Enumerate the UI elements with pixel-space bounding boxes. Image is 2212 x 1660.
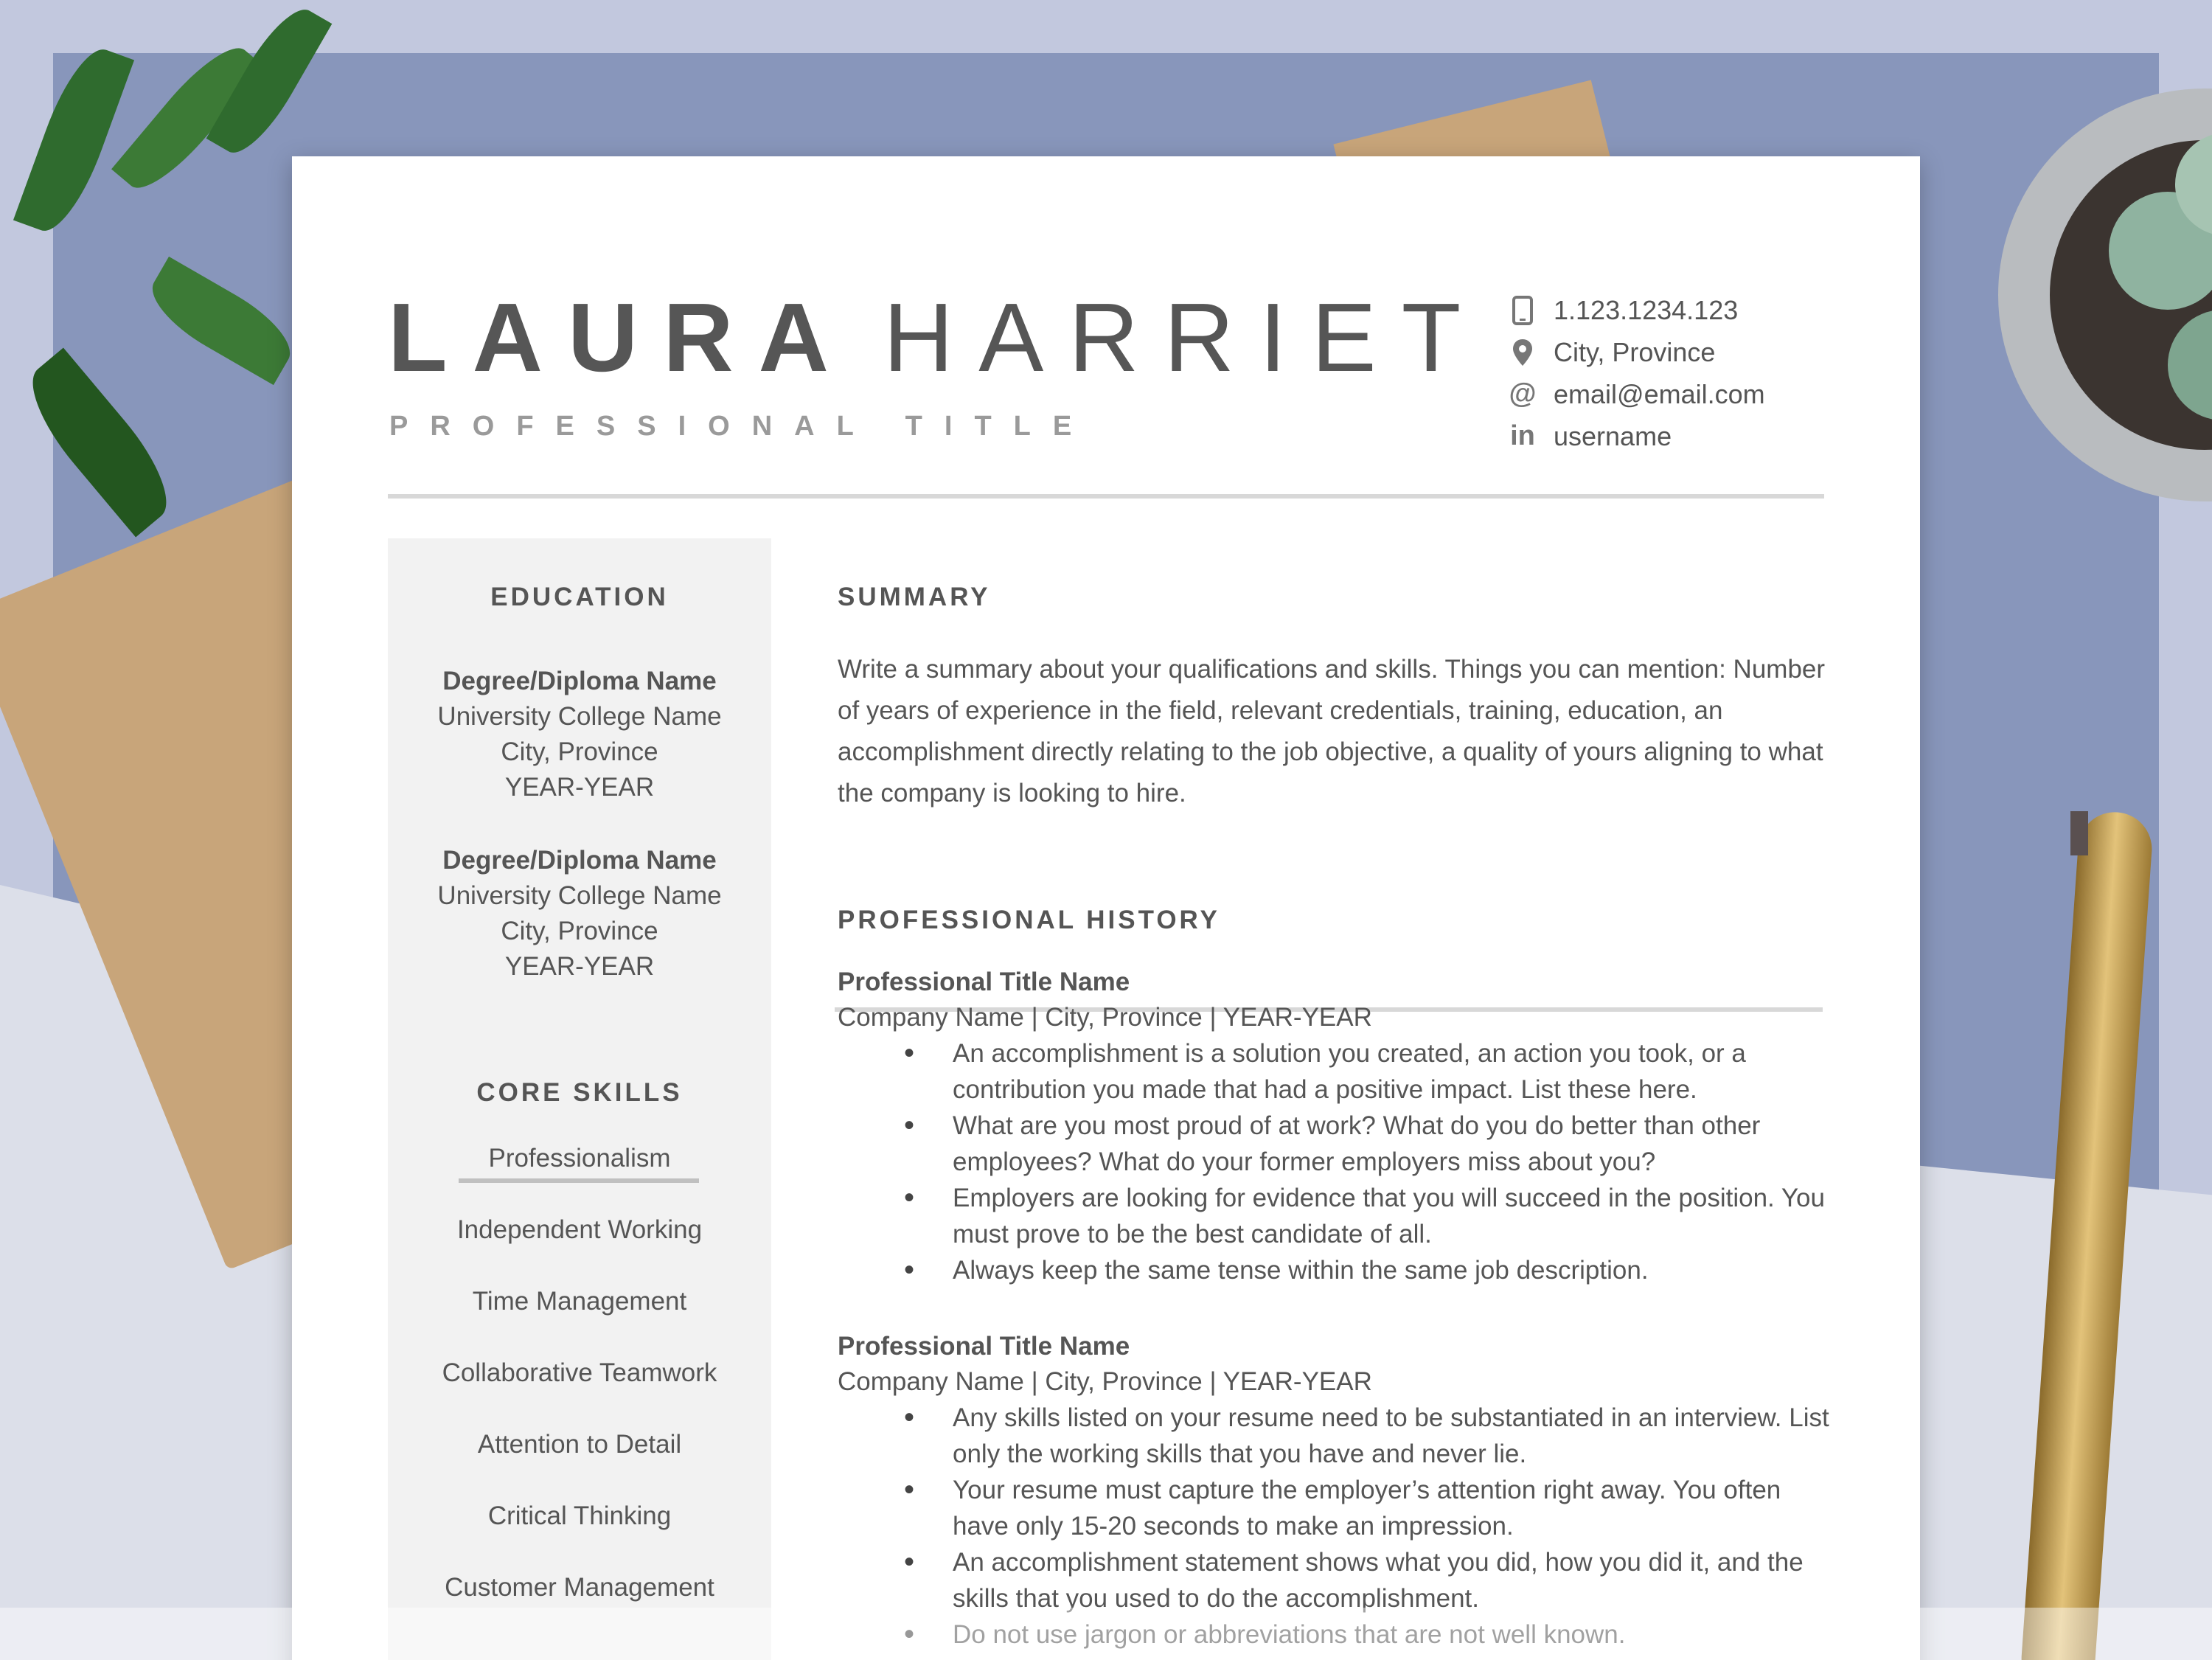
at-sign-icon: @ — [1509, 378, 1537, 409]
skill-item: Independent Working — [456, 1215, 703, 1244]
contact-phone-text: 1.123.1234.123 — [1554, 294, 1739, 325]
contact-list — [1505, 289, 1765, 457]
job-bullets — [838, 1035, 1840, 1288]
last-name: HARRIET — [883, 283, 1486, 392]
job-bullet: • Employers are looking for evidence that you will succeed in the position. You must prove to be the best candidate of all. — [838, 1180, 1840, 1252]
location-pin-icon — [1505, 335, 1540, 370]
first-name: LAURA — [388, 283, 854, 392]
education-entry — [388, 843, 771, 984]
school-location: City, Province — [501, 917, 658, 945]
job-bullet: • What are you most proud of at work? What do you do better than other employees? What do your former employers miss about you? — [838, 1108, 1840, 1180]
history-heading: PROFESSIONAL HISTORY — [838, 906, 1220, 934]
skill-item: Professionalism — [488, 1144, 671, 1173]
summary-text: Write a summary about your qualifications and skills. Things you can mention: Number of years of experience in the field, relevant credentials, training, education, an accomplishment directly relating to the job objective, a quality of yours aligning to what the company is looking to hire. — [838, 655, 1826, 808]
phone-icon — [1505, 293, 1540, 328]
job-bullet: • Always keep the same tense within the same job description. — [838, 1252, 1840, 1288]
degree-name: Degree/Diploma Name — [442, 846, 717, 875]
bottom-fade-overlay — [0, 1608, 2212, 1660]
job-entry — [838, 1329, 1840, 1653]
job-entry — [838, 965, 1840, 1288]
job-bullet: • An accomplishment is a solution you created, an action you took, or a contribution you made that had a positive impact. List these here. — [838, 1035, 1840, 1108]
degree-name: Degree/Diploma Name — [442, 667, 717, 695]
school-name: University College Name — [437, 881, 722, 910]
resume-name — [388, 282, 1486, 393]
job-title: Professional Title Name — [838, 1332, 1130, 1361]
contact-phone — [1505, 289, 1765, 331]
contact-location-text: City, Province — [1554, 336, 1716, 367]
pen-tip-image — [2070, 811, 2088, 855]
school-name: University College Name — [437, 702, 722, 731]
skill-item: Time Management — [472, 1287, 687, 1316]
professional-title: PROFESSIONAL TITLE — [389, 411, 1094, 442]
job-bullet: • Your resume must capture the employer’s attention right away. You often have only 15-20 seconds to make an impression. — [838, 1472, 1840, 1544]
contact-linkedin — [1505, 415, 1765, 457]
job-bullet: • An accomplishment statement shows what you did, how you did it, and the skills that you used to do the accomplishment. — [838, 1544, 1840, 1616]
sidebar — [388, 538, 771, 1660]
school-years: YEAR-YEAR — [504, 952, 655, 981]
job-meta: Company Name | City, Province | YEAR-YEAR — [838, 1003, 1372, 1032]
contact-email-text: email@email.com — [1554, 378, 1765, 409]
education-entry — [388, 664, 771, 805]
skill-item: Critical Thinking — [487, 1501, 672, 1530]
job-bullet: • Do not use jargon or abbreviations that are not well known. — [838, 1616, 1840, 1653]
skill-item: Customer Management — [445, 1573, 714, 1602]
skill-item: Collaborative Teamwork — [442, 1358, 717, 1387]
contact-linkedin-text: username — [1554, 420, 1672, 451]
skill-item: Attention to Detail — [477, 1430, 682, 1459]
summary-heading: SUMMARY — [838, 583, 991, 611]
header-divider — [388, 494, 1824, 499]
contact-email — [1505, 373, 1765, 415]
job-bullet: • Any skills listed on your resume need to be substantiated in an interview. List only the working skills that you have and never lie. — [838, 1400, 1840, 1472]
core-skills-heading: CORE SKILLS — [476, 1078, 683, 1107]
school-location: City, Province — [501, 737, 658, 766]
linkedin-icon: in — [1510, 420, 1535, 451]
school-years: YEAR-YEAR — [504, 773, 655, 802]
contact-location — [1505, 331, 1765, 373]
education-heading: EDUCATION — [490, 583, 669, 611]
skills-list — [388, 1122, 771, 1623]
job-title: Professional Title Name — [838, 968, 1130, 996]
job-meta: Company Name | City, Province | YEAR-YEAR — [838, 1367, 1372, 1396]
resume-page — [292, 156, 1920, 1660]
